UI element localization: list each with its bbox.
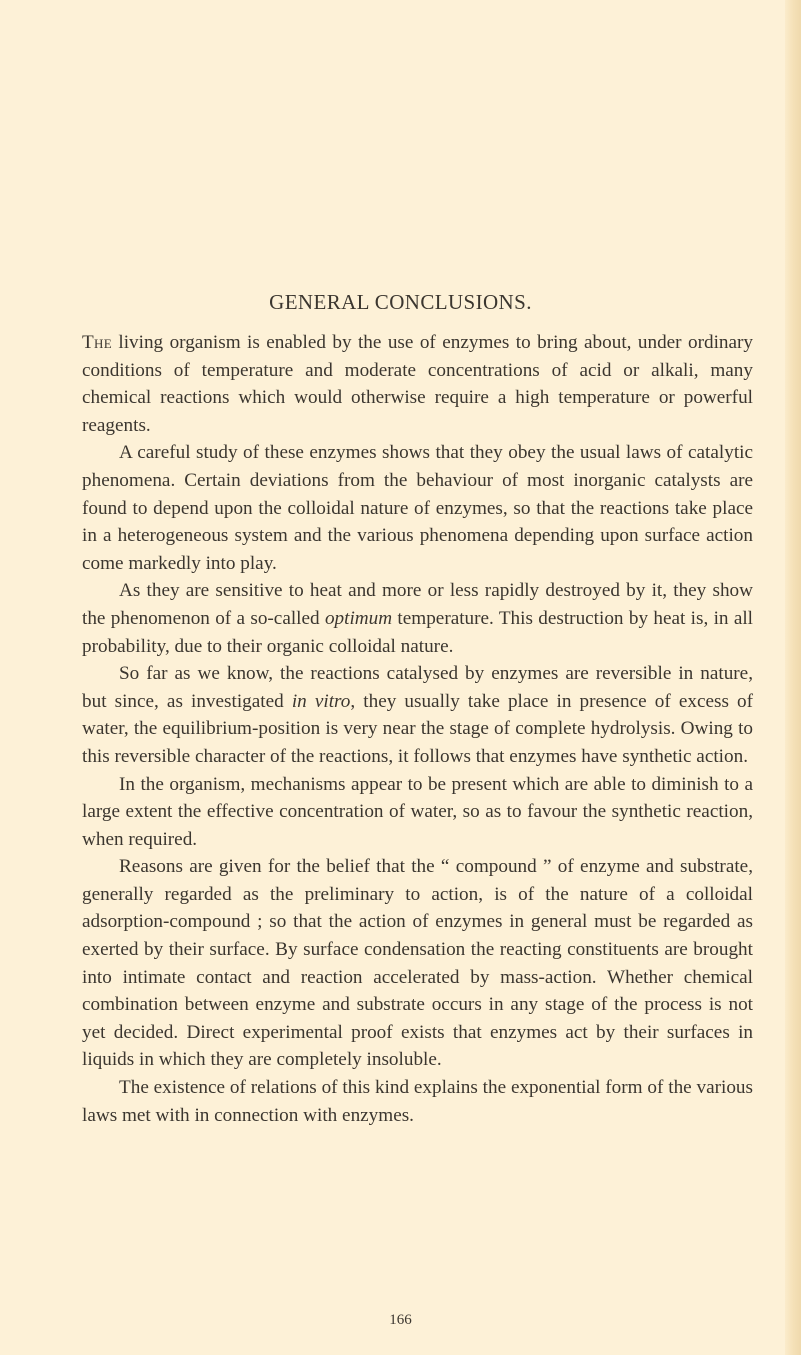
paragraph-text: temperature. This destruction by heat is, in all probability, due to their organic colloidal nature.: [82, 607, 754, 657]
body-text: [82, 329, 753, 1129]
paragraph-lead-word: The: [82, 332, 112, 353]
paragraph-text: living organism is enabled by the use of enzymes to bring about, under ordinary conditions of temperature and moderate concentrations of acid or alkali, many chemical reactions which would otherwise require a high temperature or powerful reagents.: [82, 332, 753, 436]
paragraph-2: [82, 439, 753, 577]
paragraph-text: So far as we know, the reactions catalysed by enzymes are reversible in nature, but since, as investigated: [82, 663, 753, 712]
paragraph-3: [82, 577, 753, 660]
paragraph-5: [82, 771, 753, 854]
paragraph-text: A careful study of these enzymes shows that they obey the usual laws of catalytic phenomena. Certain deviations from the behaviour of most inorganic catalysts are found to depend upon the colloidal nature of enzymes, so that the reactions take place in a heterogeneous system and the various phenomena depending upon surface action come markedly into play.: [82, 442, 753, 574]
paragraph-text: In the organism, mechanisms appear to be present which are able to diminish to a large extent the effective concentration of water, so as to favour the synthetic reaction, when required.: [82, 773, 753, 850]
paragraph-text: Reasons are given for the belief that the “ compound ” of enzyme and substrate, generally regarded as the preliminary to action, is of the nature of a colloidal adsorption-compound ; so that the action of enzymes in general must be regarded as exerted by their surface. By surface condensation the reacting constituents are brought into intimate contact and reaction accelerated by mass-action. Whether chemical combination between enzyme and substrate occurs in any stage of the process is not yet decided. Direct experimental proof exists that enzymes act by their surfaces in liquids in which they are completely insoluble.: [82, 856, 753, 1071]
page-title: GENERAL CONCLUSIONS.: [269, 290, 532, 314]
paragraph-6: [82, 853, 753, 1074]
page-edge-shadow: [785, 0, 801, 1355]
italic-term: optimum: [324, 607, 393, 629]
page-number: 166: [389, 1312, 412, 1328]
paragraph-7: [82, 1074, 753, 1129]
paragraph-1: [82, 329, 753, 439]
paragraph-text: , they usually take place in presence of excess of water, the equilibrium-position is very near the stage of complete hydrolysis. Owing to this reversible character of the reactions, it follows that enzymes have synthetic action.: [82, 690, 753, 767]
paragraph-4: [82, 660, 753, 770]
italic-term: in vitro: [291, 690, 351, 712]
paragraph-text: The existence of relations of this kind explains the exponential form of the various laws met with in connection with enzymes.: [82, 1077, 753, 1126]
paragraph-text: As they are sensitive to heat and more or less rapidly destroyed by it, they show the phenomenon of a so-called: [82, 580, 753, 629]
